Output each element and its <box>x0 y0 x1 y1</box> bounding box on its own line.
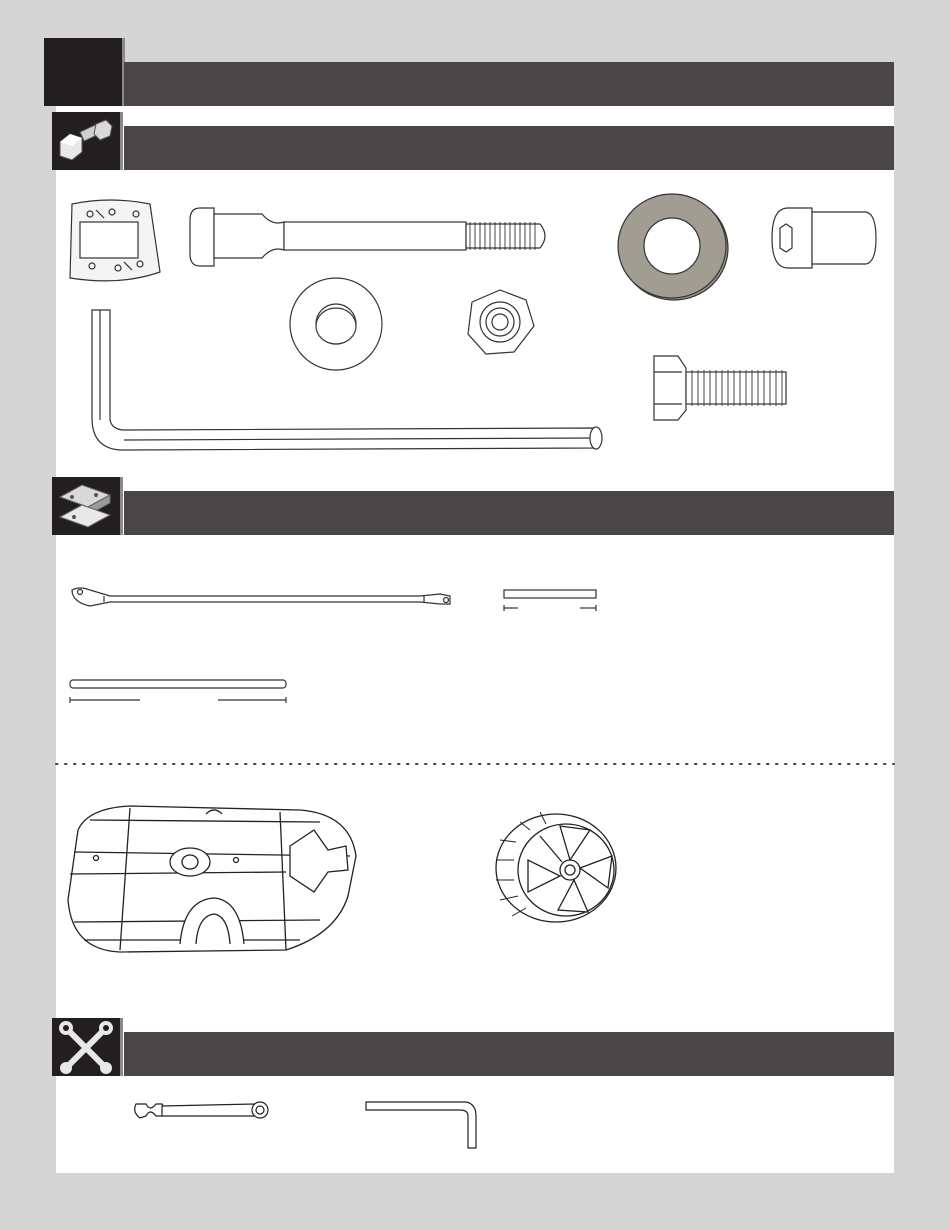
combination-wrench <box>135 1102 268 1118</box>
hardware-card <box>70 200 160 281</box>
wheel <box>496 812 616 922</box>
small-washer <box>290 278 382 370</box>
hex-key <box>366 1102 476 1148</box>
short-tube <box>504 590 596 611</box>
long-tube <box>70 680 286 703</box>
tube-with-flattened-ends <box>72 588 450 606</box>
hex-bolt <box>654 356 786 420</box>
cap-nut <box>772 208 876 268</box>
large-washer <box>618 194 728 300</box>
lock-nut <box>468 290 534 354</box>
long-shoulder-bolt <box>190 208 545 266</box>
end-cap <box>68 806 356 952</box>
